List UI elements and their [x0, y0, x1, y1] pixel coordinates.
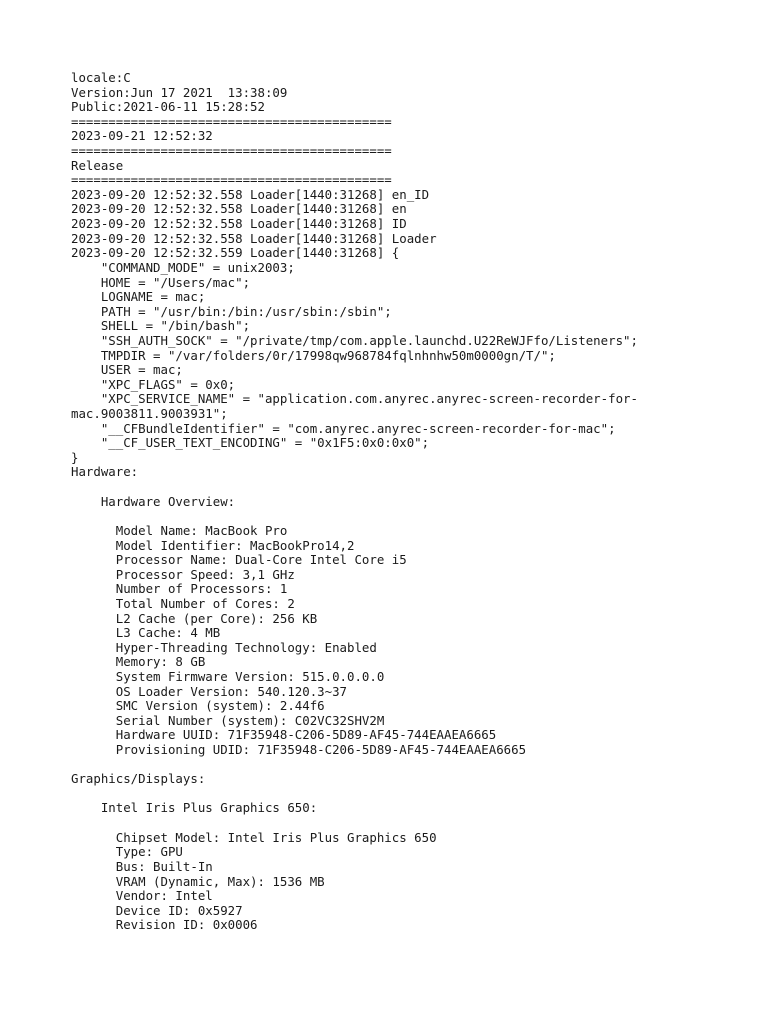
gpu-detail-line: Chipset Model: Intel Iris Plus Graphics 650: [71, 829, 437, 845]
build-line: Release: [71, 157, 124, 173]
blank-line: [71, 480, 751, 495]
hardware-detail-line: L2 Cache (per Core): 256 KB: [71, 610, 318, 626]
env-line: "SSH_AUTH_SOCK" = "/private/tmp/com.apple.launchd.U22ReWJFfo/Listeners";: [71, 332, 638, 348]
hardware-detail-line: Memory: 8 GB: [71, 654, 206, 670]
hardware-heading: Hardware:: [71, 464, 139, 480]
graphics-heading: Graphics/Displays:: [71, 771, 206, 787]
blank-line: [71, 816, 751, 831]
loader-line: 2023-09-20 12:52:32.558 Loader[1440:31268] en: [71, 201, 407, 217]
hardware-detail-line: Serial Number (system): C02VC32SHV2M: [71, 712, 385, 728]
env-line: HOME = "/Users/mac";: [71, 274, 251, 290]
gpu-detail-line: Device ID: 0x5927: [71, 902, 243, 918]
env-line: "COMMAND_MODE" = unix2003;: [71, 259, 295, 275]
hardware-detail-line: Processor Speed: 3,1 GHz: [71, 566, 295, 582]
loader-line: 2023-09-20 12:52:32.558 Loader[1440:31268] ID: [71, 216, 407, 232]
date-line: 2023-09-21 12:52:32: [71, 128, 213, 144]
version-line: Version:Jun 17 2021 13:38:09: [71, 84, 288, 100]
env-line: "__CF_USER_TEXT_ENCODING" = "0x1F5:0x0:0x0";: [71, 435, 430, 451]
hardware-detail-line: Processor Name: Dual-Core Intel Core i5: [71, 552, 407, 568]
env-line: SHELL = "/bin/bash";: [71, 318, 251, 334]
loader-line: 2023-09-20 12:52:32.559 Loader[1440:31268] {: [71, 245, 400, 261]
hardware-detail-line: SMC Version (system): 2.44f6: [71, 698, 325, 714]
separator-line: ===========================================: [71, 143, 392, 159]
env-line: TMPDIR = "/var/folders/0r/17998qw968784fqlnhnhw50m0000gn/T/";: [71, 347, 556, 363]
gpu-detail-line: Type: GPU: [71, 844, 183, 860]
hardware-detail-line: Number of Processors: 1: [71, 581, 288, 597]
gpu-detail-line: Revision ID: 0x0006: [71, 917, 258, 933]
public-line: Public:2021-06-11 15:28:52: [71, 99, 265, 115]
hardware-detail-line: Hyper-Threading Technology: Enabled: [71, 639, 377, 655]
gpu-heading: Intel Iris Plus Graphics 650:: [71, 800, 318, 816]
env-line: mac.9003811.9003931";: [71, 406, 228, 422]
blank-line: [71, 758, 751, 773]
env-line: "XPC_SERVICE_NAME" = "application.com.anyrec.anyrec-screen-recorder-for-: [71, 391, 638, 407]
hardware-overview-heading: Hardware Overview:: [71, 493, 236, 509]
hardware-detail-line: Provisioning UDID: 71F35948-C206-5D89-AF45-744EAAEA6665: [71, 742, 527, 758]
hardware-detail-line: System Firmware Version: 515.0.0.0.0: [71, 668, 385, 684]
loader-line: 2023-09-20 12:52:32.558 Loader[1440:31268] Loader: [71, 230, 437, 246]
separator-line: ===========================================: [71, 172, 392, 188]
env-line: LOGNAME = mac;: [71, 289, 206, 305]
log-document: [71, 71, 751, 933]
hardware-detail-line: L3 Cache: 4 MB: [71, 625, 221, 641]
gpu-detail-line: VRAM (Dynamic, Max): 1536 MB: [71, 873, 325, 889]
hardware-detail-line: Total Number of Cores: 2: [71, 595, 295, 611]
hardware-detail-line: OS Loader Version: 540.120.3~37: [71, 683, 348, 699]
blank-line: [71, 509, 751, 524]
hardware-detail-line: Model Identifier: MacBookPro14,2: [71, 537, 355, 553]
loader-line: 2023-09-20 12:52:32.558 Loader[1440:31268] en_ID: [71, 186, 430, 202]
hardware-detail-line: Hardware UUID: 71F35948-C206-5D89-AF45-744EAAEA6665: [71, 727, 497, 743]
env-line: "XPC_FLAGS" = 0x0;: [71, 376, 236, 392]
gpu-detail-line: Vendor: Intel: [71, 888, 213, 904]
env-line: PATH = "/usr/bin:/bin:/usr/sbin:/sbin";: [71, 303, 392, 319]
env-line: "__CFBundleIdentifier" = "com.anyrec.anyrec-screen-recorder-for-mac";: [71, 420, 616, 436]
blank-line: [71, 787, 751, 802]
separator-line: ===========================================: [71, 113, 392, 129]
env-close-brace: }: [71, 449, 79, 465]
env-line: USER = mac;: [71, 362, 183, 378]
locale-line: locale:C: [71, 70, 131, 85]
hardware-detail-line: Model Name: MacBook Pro: [71, 522, 288, 538]
gpu-detail-line: Bus: Built-In: [71, 858, 213, 874]
